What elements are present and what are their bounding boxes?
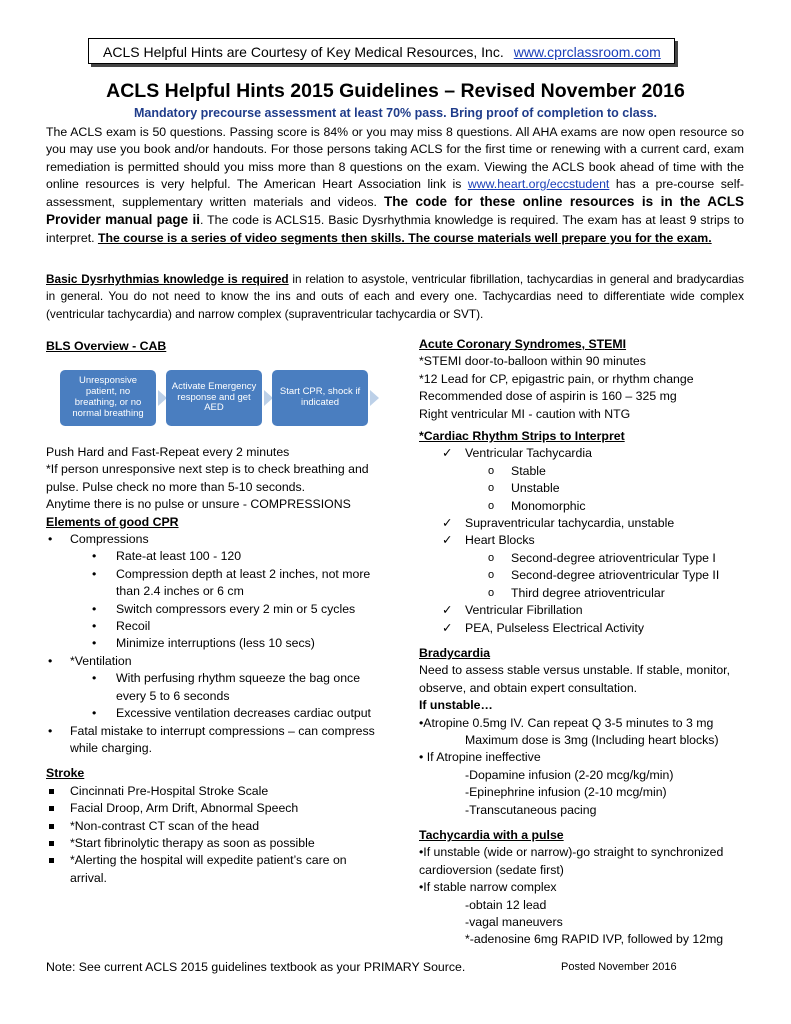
bls-line-2: *If person unresponsive next step is to check breathing and pulse. Pulse check no more than 5-10 seconds. xyxy=(46,462,369,494)
list-item: Cincinnati Pre-Hospital Stroke Scale xyxy=(46,783,376,800)
list-item: ✓ Ventricular Fibrillation xyxy=(419,602,749,619)
left-column xyxy=(46,444,376,887)
basic-text: in relation to asystole, ventricular fibrillation, tachycardias in general and bradycardias in general. You do not need to know the ins and outs of each and every one. Tachycardias need to differentiate wide complex (ventricular tachycardia) and narrow complex (supraventricular tachycardia or SVT). xyxy=(46,272,745,321)
list-item: • Compressions xyxy=(46,531,376,548)
brady-drug: -Dopamine infusion (2-20 mcg/kg/min) xyxy=(465,767,674,782)
tachy-unstable: •If unstable (wide or narrow)-go straight to synchronized cardioversion (sedate first) xyxy=(419,845,724,877)
list-item: • Fatal mistake to interrupt compressions – can compress while charging. xyxy=(46,723,376,758)
flow-arrow-icon xyxy=(370,390,379,406)
bls-flow-diagram xyxy=(46,370,386,430)
list-item: • *Ventilation xyxy=(46,653,376,670)
acs-heading: Acute Coronary Syndromes, STEMI xyxy=(419,337,627,351)
page-title: ACLS Helpful Hints 2015 Guidelines – Revised November 2016 xyxy=(106,80,685,102)
list-item: ✓ Heart Blocks xyxy=(419,532,749,549)
bls-line-1: Push Hard and Fast-Repeat every 2 minutes xyxy=(46,445,290,459)
intro-paragraph xyxy=(46,124,744,247)
list-item: *Non-contrast CT scan of the head xyxy=(46,818,376,835)
cpr-heading: Elements of good CPR xyxy=(46,514,179,529)
bls-heading: BLS Overview - CAB xyxy=(46,339,167,353)
brady-intro: Need to assess stable versus unstable. If stable, monitor, observe, and obtain expert consultation. xyxy=(419,663,731,695)
strips-heading: *Cardiac Rhythm Strips to Interpret xyxy=(419,429,625,444)
acs-line: *12 Lead for CP, epigastric pain, or rhythm change xyxy=(419,371,694,386)
list-item: o Monomorphic xyxy=(419,498,749,515)
tachy-item: -vagal maneuvers xyxy=(465,915,563,929)
heart-org-link[interactable]: www.heart.org/eccstudent xyxy=(467,176,610,191)
tachy-heading: Tachycardia with a pulse xyxy=(419,827,564,842)
flow-step-2: Activate Emergency response and get AED xyxy=(166,370,262,426)
stroke-heading: Stroke xyxy=(46,766,85,781)
list-item: • Compression depth at least 2 inches, not more than 2.4 inches or 6 cm xyxy=(46,566,376,601)
list-item: • Minimize interruptions (less 10 secs) xyxy=(46,635,376,652)
list-item: ✓ Supraventricular tachycardia, unstable xyxy=(419,515,749,532)
acs-line: *STEMI door-to-balloon within 90 minutes xyxy=(419,354,646,369)
brady-ineffective: • If Atropine ineffective xyxy=(419,750,541,765)
intro-text-1: The ACLS exam is 50 questions. Passing score is 84% or you may miss 8 questions. All AHA exams are now open resource so you may use you book and/or handouts. For those persons taking ACLS for the first time or renewing with a current card, exam remediation is permitted should you miss more than 8 questions on the exam. Viewing the ACLS book ahead of time with the online resources is very helpful. The American Heart Association link is xyxy=(46,125,744,191)
page-subtitle: Mandatory precourse assessment at least 70% pass. Bring proof of completion to class. xyxy=(133,106,658,120)
list-item: *Start fibrinolytic therapy as soon as possible xyxy=(46,835,376,852)
footer-note: Note: See current ACLS 2015 guidelines textbook as your PRIMARY Source. xyxy=(46,960,466,974)
list-item: o Unstable xyxy=(419,480,749,497)
intro-text-3: . The code is ACLS15. Basic Dysrhythmia knowledge is required. The exam has at least 9 strips to interpret. xyxy=(46,213,744,245)
list-item: o Stable xyxy=(419,463,749,480)
tachy-stable: •If stable narrow complex xyxy=(419,880,557,895)
list-item: o Third degree atrioventricular xyxy=(419,585,749,602)
brady-heading: Bradycardia xyxy=(419,645,491,660)
list-item: • Rate-at least 100 - 120 xyxy=(46,548,376,565)
right-column xyxy=(419,336,749,949)
stroke-list xyxy=(46,783,376,887)
flow-step-3: Start CPR, shock if indicated xyxy=(272,370,368,426)
tachy-item: -obtain 12 lead xyxy=(465,897,547,912)
basic-dysrhythmia-paragraph xyxy=(46,271,744,323)
list-item: • Excessive ventilation decreases cardiac output xyxy=(46,705,376,722)
brady-unstable: If unstable… xyxy=(419,698,493,713)
acs-line: Right ventricular MI - caution with NTG xyxy=(419,406,631,421)
brady-drug: -Transcutaneous pacing xyxy=(465,802,597,817)
brady-atropine: •Atropine 0.5mg IV. Can repeat Q 3-5 minutes to 3 mg xyxy=(419,715,714,730)
intro-code-note: The code for these online resources is in the ACLS Provider manual page ii xyxy=(46,194,744,228)
brady-max: Maximum dose is 3mg (Including heart blocks) xyxy=(465,732,719,747)
bls-line-3: Anytime there is no pulse or unsure - COMPRESSIONS xyxy=(46,497,351,512)
list-item: Facial Droop, Arm Drift, Abnormal Speech xyxy=(46,800,376,817)
list-item: o Second-degree atrioventricular Type II xyxy=(419,567,749,584)
intro-text-2: has a pre-course self-assessment, supplementary written materials and videos. xyxy=(46,176,744,210)
banner-link[interactable]: www.cprclassroom.com xyxy=(513,44,661,60)
banner-text: ACLS Helpful Hints are Courtesy of Key Medical Resources, Inc. xyxy=(103,44,504,60)
list-item: *Alerting the hospital will expedite patient’s care on arrival. xyxy=(46,852,376,887)
list-item: • With perfusing rhythm squeeze the bag once every 5 to 6 seconds xyxy=(46,670,376,705)
cpr-list xyxy=(46,531,376,757)
tachy-item: *-adenosine 6mg RAPID IVP, followed by 12mg xyxy=(465,932,724,947)
list-item: • Recoil xyxy=(46,618,376,635)
basic-heading: Basic Dysrhythmias knowledge is required xyxy=(46,272,289,286)
acs-line: Recommended dose of aspirin is 160 – 325 mg xyxy=(419,389,677,404)
list-item: ✓ Ventricular Tachycardia xyxy=(419,445,749,462)
list-item: ✓ PEA, Pulseless Electrical Activity xyxy=(419,620,749,637)
strips-list xyxy=(419,445,749,636)
list-item: o Second-degree atrioventricular Type I xyxy=(419,550,749,567)
intro-course-note: The course is a series of video segments then skills. The course materials well prepare you for the exam. xyxy=(97,230,712,245)
brady-drug: -Epinephrine infusion (2-10 mcg/min) xyxy=(465,785,667,800)
posted-date: Posted November 2016 xyxy=(561,961,677,973)
list-item: • Switch compressors every 2 min or 5 cycles xyxy=(46,601,376,618)
flow-step-1: Unresponsive patient, no breathing, or no normal breathing xyxy=(60,370,156,426)
header-banner xyxy=(88,38,675,64)
bls-heading-block xyxy=(46,338,376,355)
